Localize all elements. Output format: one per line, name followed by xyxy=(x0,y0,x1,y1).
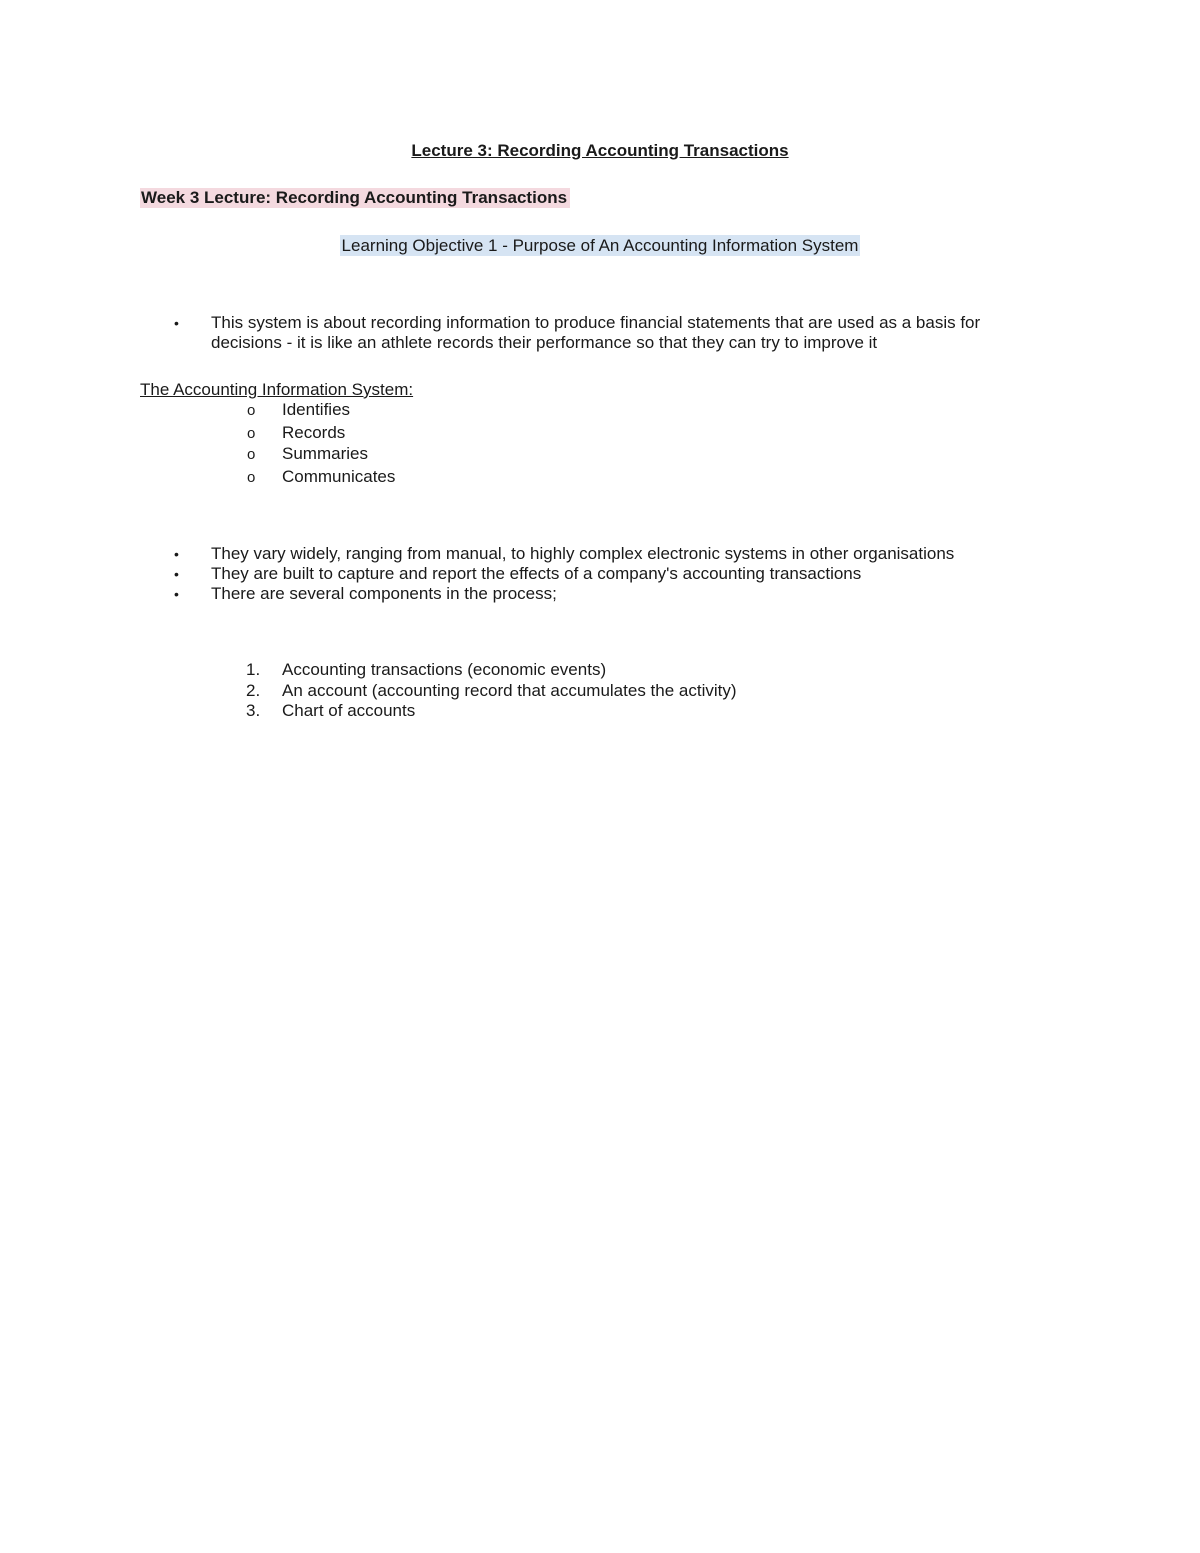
list-number: 2. xyxy=(246,681,261,700)
list-item: An account (accounting record that accumulates the activity) xyxy=(282,681,737,700)
sub-bullet-icon: o xyxy=(247,425,256,442)
list-item: Identifies xyxy=(282,400,351,419)
list-item: There are several components in the process; xyxy=(211,584,557,603)
list-item: They vary widely, ranging from manual, to highly complex electronic systems in other organisations xyxy=(211,544,955,563)
list-number: 1. xyxy=(246,660,261,679)
list-item: Summaries xyxy=(282,444,368,463)
learning-objective-heading xyxy=(0,236,1200,256)
sub-bullet-icon: o xyxy=(247,446,256,463)
list-item: Communicates xyxy=(282,467,396,486)
bullet-icon: • xyxy=(174,546,179,562)
intro-bullet-line-2: decisions - it is like an athlete records their performance so that they can try to improve it xyxy=(211,333,878,352)
bullet-icon: • xyxy=(174,566,179,582)
intro-bullet-line-1: This system is about recording information to produce financial statements that are used as a basis for xyxy=(211,313,981,332)
document-title: Lecture 3: Recording Accounting Transactions xyxy=(411,141,789,160)
bullet-icon: • xyxy=(174,315,179,331)
list-item: Chart of accounts xyxy=(282,701,416,720)
list-item: They are built to capture and report the effects of a company's accounting transactions xyxy=(211,564,862,583)
bullet-icon: • xyxy=(174,586,179,602)
list-item: Accounting transactions (economic events) xyxy=(282,660,607,679)
sub-bullet-icon: o xyxy=(247,469,256,486)
list-item: Records xyxy=(282,423,346,442)
sub-bullet-icon: o xyxy=(247,402,256,419)
learning-objective-text: Learning Objective 1 - Purpose of An Accounting Information System xyxy=(341,236,859,255)
ais-section-label: The Accounting Information System: xyxy=(140,380,414,399)
list-number: 3. xyxy=(246,701,261,720)
week-heading: Week 3 Lecture: Recording Accounting Transactions xyxy=(140,188,570,208)
